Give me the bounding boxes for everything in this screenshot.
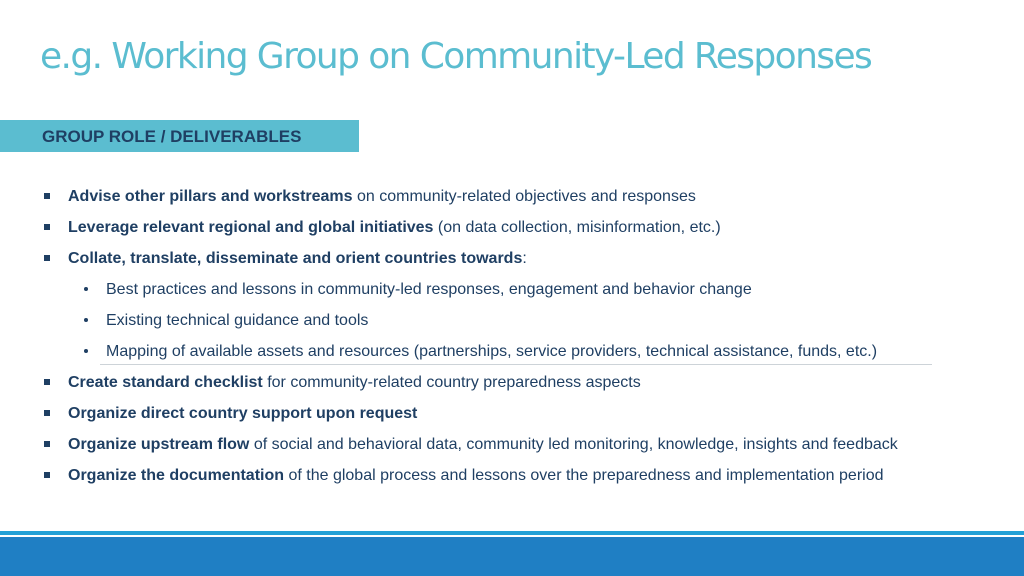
list-item-detail-text: for community-related country preparedness aspects	[262, 374, 641, 391]
separator-rule	[100, 364, 932, 365]
list-item-bold-text: Advise other pillars and workstreams	[68, 188, 353, 205]
square-bullet-icon	[44, 472, 50, 478]
list-item	[0, 429, 1024, 460]
dot-bullet-icon	[84, 318, 88, 322]
list-item	[0, 460, 1024, 491]
sub-list-item-text: Mapping of available assets and resources (partnerships, service providers, technical assistance, funds, etc.)	[106, 343, 878, 360]
sub-list-item-text: Existing technical guidance and tools	[106, 312, 369, 329]
list-item	[0, 398, 1024, 429]
list-item	[0, 212, 1024, 243]
list-item-bold-text: Organize direct country support upon request	[68, 405, 418, 422]
slide-title: e.g. Working Group on Community-Led Responses	[40, 36, 872, 77]
sub-list-item	[0, 305, 1024, 336]
list-item-text	[68, 460, 884, 491]
square-bullet-icon	[44, 379, 50, 385]
square-bullet-icon	[44, 441, 50, 447]
section-header-label: GROUP ROLE / DELIVERABLES	[42, 127, 302, 146]
list-item-text	[68, 398, 417, 429]
footer-bar	[0, 537, 1024, 576]
list-item-detail-text: :	[522, 250, 527, 267]
dot-bullet-icon	[84, 287, 88, 291]
list-item-text	[68, 243, 527, 274]
square-bullet-icon	[44, 410, 50, 416]
list-item-bold-text: Collate, translate, disseminate and orient countries towards	[68, 250, 523, 267]
list-item	[0, 181, 1024, 212]
list-item-bold-text: Organize upstream flow	[68, 436, 250, 453]
list-item-bold-text: Organize the documentation	[68, 467, 285, 484]
list-item-detail-text: of the global process and lessons over the preparedness and implementation period	[284, 467, 884, 484]
list-item-text	[68, 429, 898, 460]
list-item-text	[68, 367, 641, 398]
footer-accent-line	[0, 531, 1024, 535]
list-item-text	[68, 212, 721, 243]
list-item-text	[68, 181, 696, 212]
list-item-detail-text: of social and behavioral data, community led monitoring, knowledge, insights and feedback	[249, 436, 898, 453]
list-item	[0, 367, 1024, 398]
list-item-bold-text: Leverage relevant regional and global initiatives	[68, 219, 434, 236]
sub-list-item-text: Best practices and lessons in community-led responses, engagement and behavior change	[106, 281, 752, 298]
sub-list-item	[0, 274, 1024, 305]
sub-list-item	[0, 336, 1024, 367]
list-item-bold-text: Create standard checklist	[68, 374, 263, 391]
list-item-detail-text: (on data collection, misinformation, etc.)	[433, 219, 721, 236]
square-bullet-icon	[44, 193, 50, 199]
square-bullet-icon	[44, 255, 50, 261]
list-item-detail-text: on community-related objectives and responses	[352, 188, 696, 205]
dot-bullet-icon	[84, 349, 88, 353]
square-bullet-icon	[44, 224, 50, 230]
list-item	[0, 243, 1024, 274]
deliverables-list	[0, 181, 1024, 491]
